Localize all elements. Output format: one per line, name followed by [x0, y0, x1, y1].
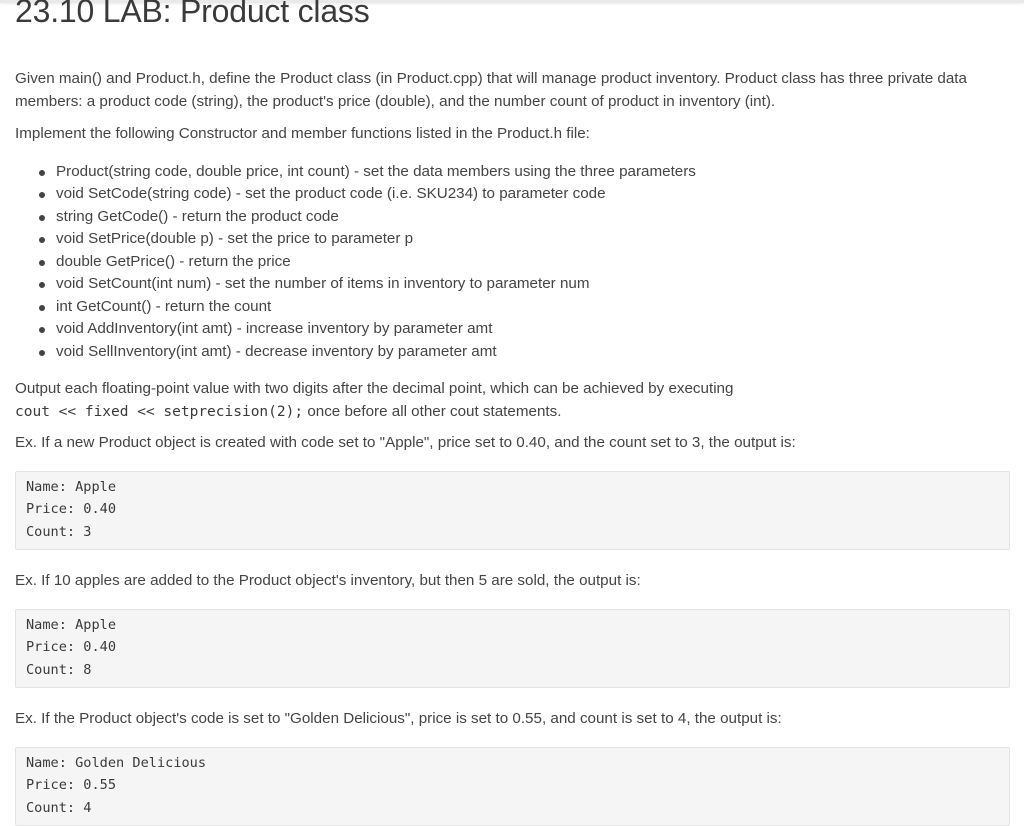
bullet-icon	[39, 305, 45, 311]
list-item	[56, 183, 1010, 206]
implement-instructions: Implement the following Constructor and member functions listed in the Product.h file:	[15, 123, 1010, 146]
bullet-icon	[39, 215, 45, 221]
list-item-text: void SetCode(string code) - set the product code (i.e. SKU234) to parameter code	[56, 185, 606, 202]
list-item-text: int GetCount() - return the count	[56, 298, 271, 315]
list-item	[56, 251, 1010, 274]
member-function-list	[15, 161, 1010, 364]
bullet-icon	[39, 170, 45, 176]
output-line-count: Count: 8	[26, 659, 999, 682]
list-item	[56, 161, 1010, 184]
list-item-text: void AddInventory(int amt) - increase inventory by parameter amt	[56, 320, 492, 337]
intro-paragraph: Given main() and Product.h, define the Product class (in Product.cpp) that will manage product inventory. Product class has three private data members: a product code (string), the product's price (double), and the number count of product in inventory (int).	[15, 68, 1010, 113]
lab-content	[15, 0, 1010, 826]
list-item	[56, 318, 1010, 341]
list-item	[56, 296, 1010, 319]
bullet-icon	[39, 282, 45, 288]
example-3-output	[15, 747, 1010, 826]
list-item	[56, 206, 1010, 229]
bullet-icon	[39, 237, 45, 243]
list-item	[56, 341, 1010, 364]
output-line-count: Count: 3	[26, 521, 999, 544]
list-item-text: double GetPrice() - return the price	[56, 253, 291, 270]
example-1-description: Ex. If a new Product object is created with code set to "Apple", price set to 0.40, and the count set to 3, the output is:	[15, 432, 1010, 455]
list-item-text: void SetPrice(double p) - set the price to parameter p	[56, 230, 413, 247]
output-line-name: Name: Apple	[26, 476, 999, 499]
output-line-name: Name: Apple	[26, 614, 999, 637]
bullet-icon	[39, 350, 45, 356]
example-2-description: Ex. If 10 apples are added to the Product object's inventory, but then 5 are sold, the output is:	[15, 570, 1010, 593]
bullet-icon	[39, 260, 45, 266]
list-item-text: void SellInventory(int amt) - decrease inventory by parameter amt	[56, 343, 497, 360]
output-line-price: Price: 0.40	[26, 498, 999, 521]
example-1-output	[15, 471, 1010, 551]
bullet-icon	[39, 327, 45, 333]
page-title: 23.10 LAB: Product class	[15, 0, 1010, 31]
bullet-icon	[39, 192, 45, 198]
output-line-price: Price: 0.55	[26, 774, 999, 797]
list-item-text: string GetCode() - return the product code	[56, 208, 339, 225]
output-format-note	[15, 378, 1010, 423]
example-2-output	[15, 609, 1010, 689]
output-line-name: Name: Golden Delicious	[26, 752, 999, 775]
example-3-description: Ex. If the Product object's code is set to "Golden Delicious", price is set to 0.55, and count is set to 4, the output is:	[15, 708, 1010, 731]
setprecision-code: cout << fixed << setprecision(2);	[15, 404, 303, 420]
output-note-text: Output each floating-point value with two digits after the decimal point, which can be achieved by executing	[15, 380, 733, 397]
list-item-text: Product(string code, double price, int count) - set the data members using the three parameters	[56, 163, 696, 180]
output-note-suffix: once before all other cout statements.	[303, 403, 561, 420]
output-line-count: Count: 4	[26, 797, 999, 820]
list-item	[56, 228, 1010, 251]
output-line-price: Price: 0.40	[26, 636, 999, 659]
list-item-text: void SetCount(int num) - set the number of items in inventory to parameter num	[56, 275, 590, 292]
list-item	[56, 273, 1010, 296]
